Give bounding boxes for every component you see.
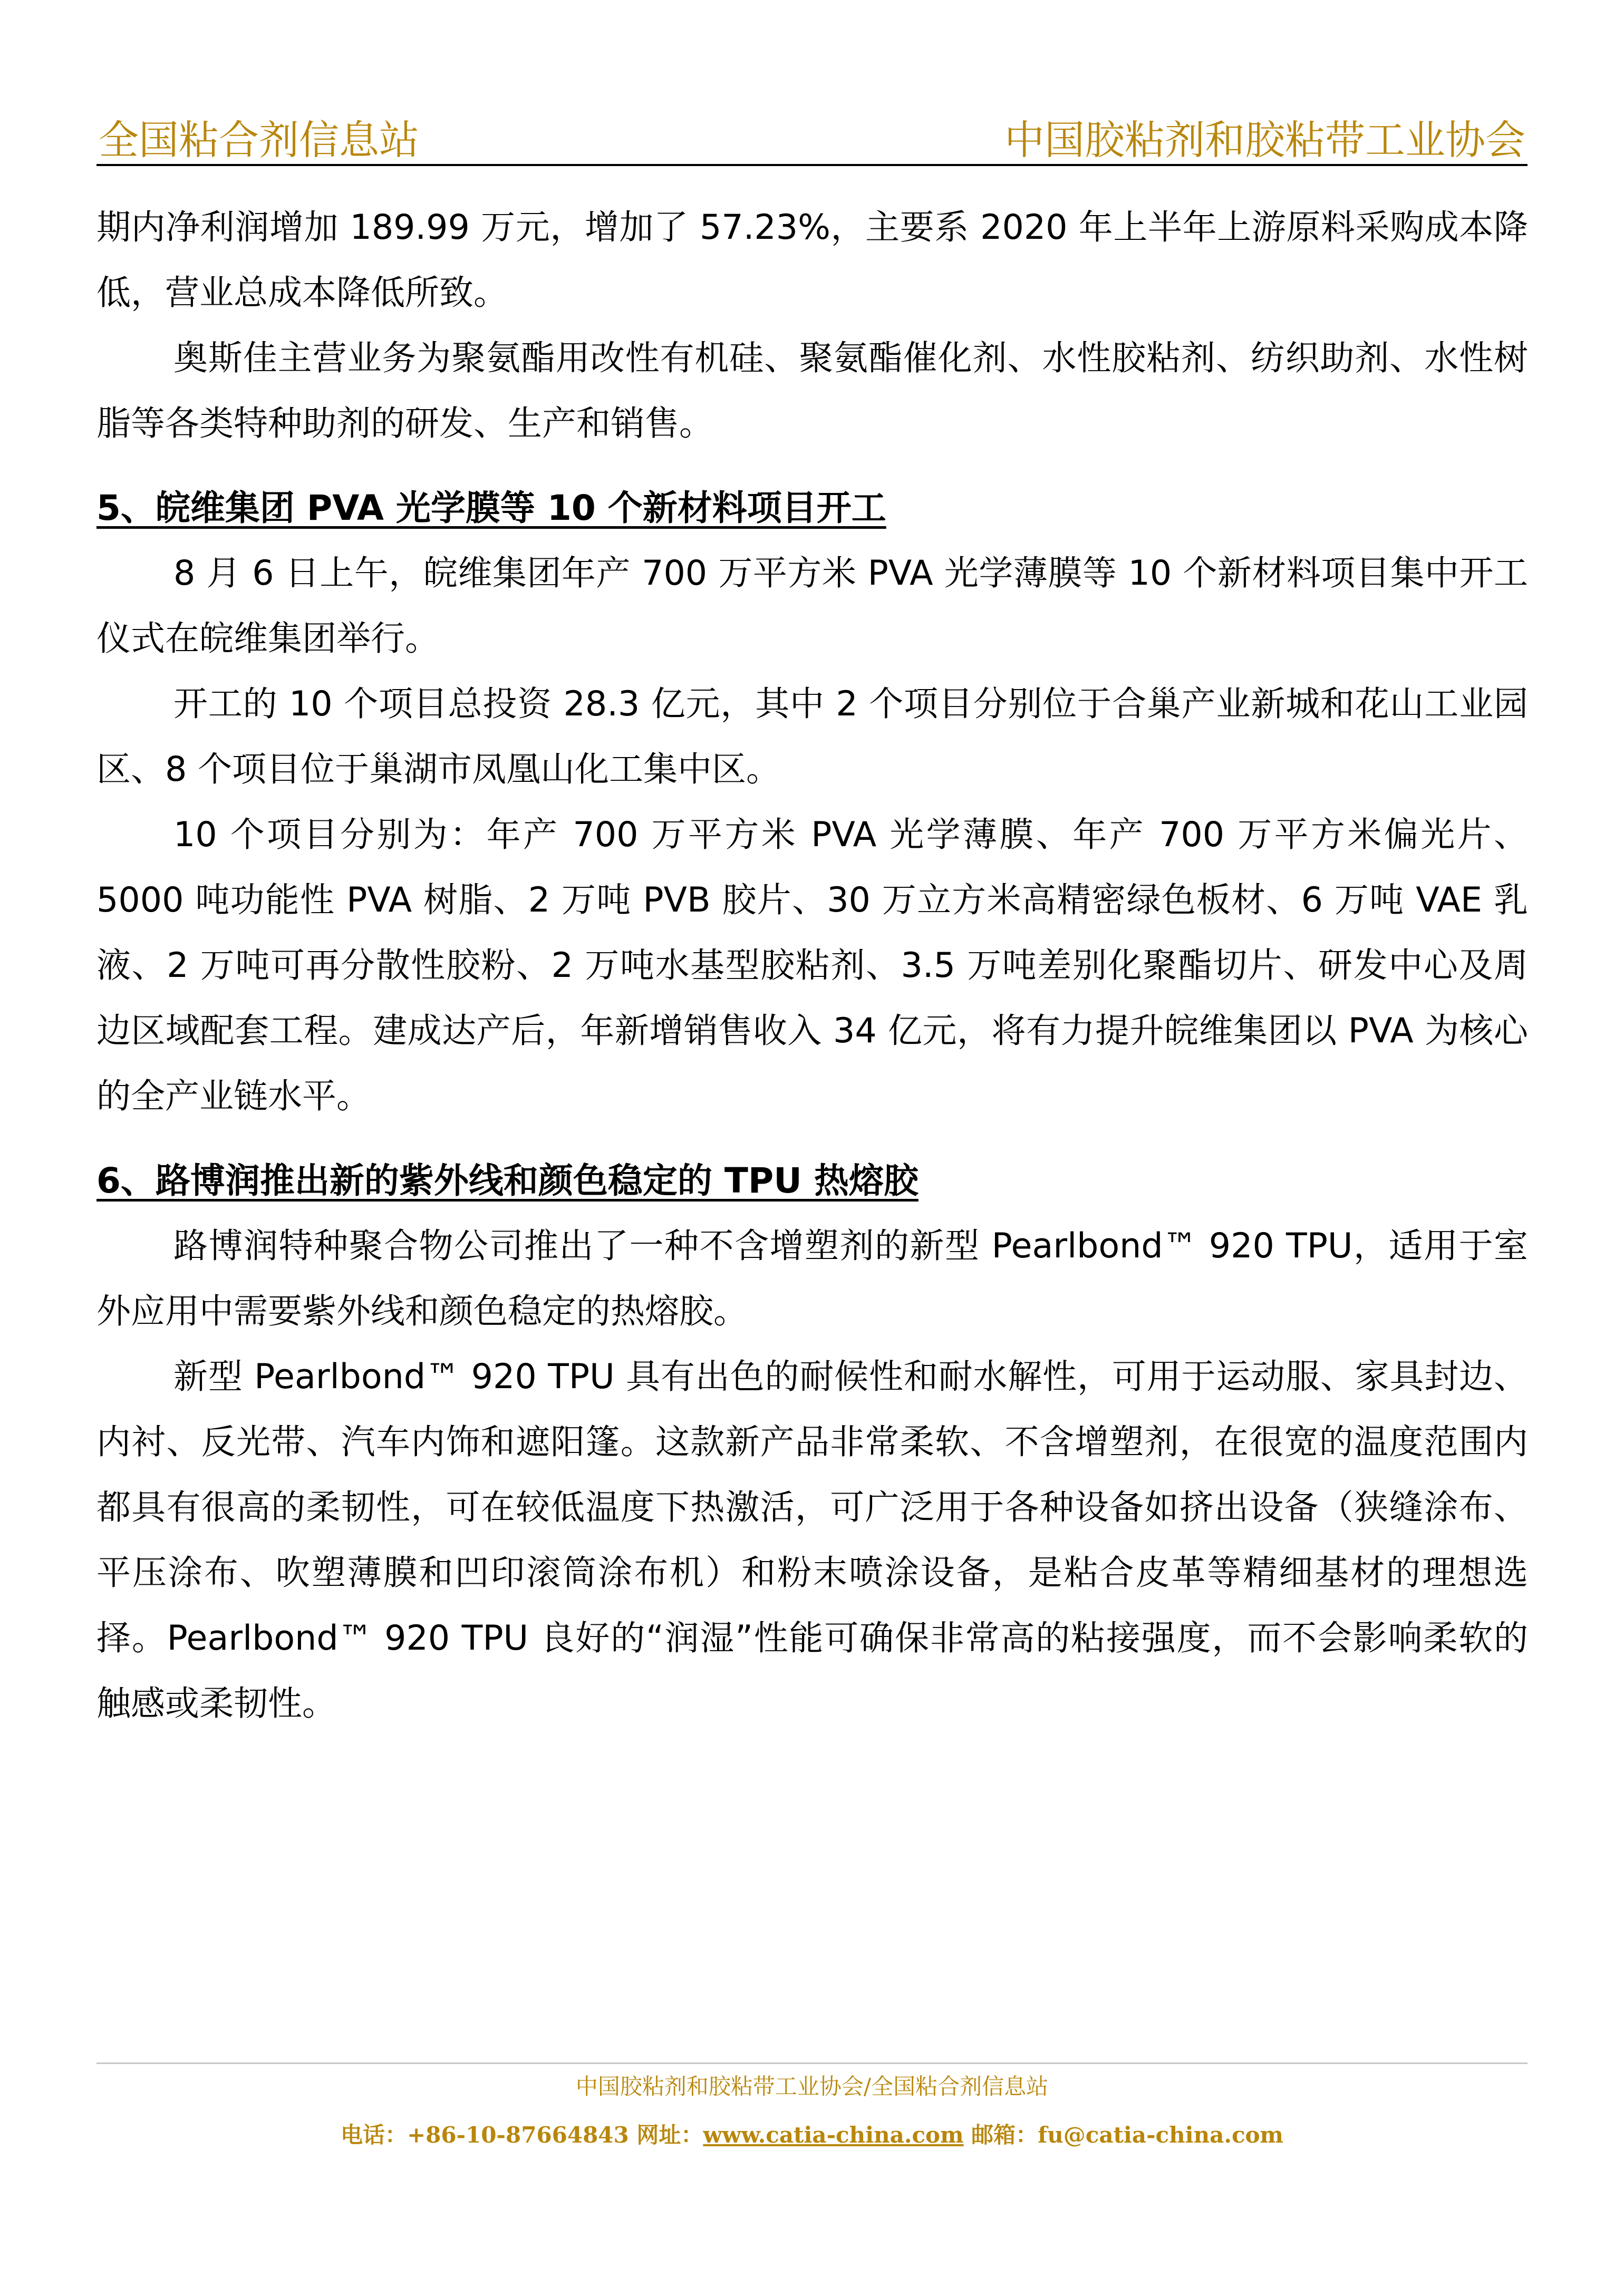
header-site-name: 全国粘合剂信息站 [99, 117, 419, 163]
page-header [96, 114, 1528, 166]
section-5-heading: 5、皖维集团 PVA 光学膜等 10 个新材料项目开工 [96, 488, 886, 528]
footer-phone: +86-10-87664843 [407, 2122, 629, 2148]
paragraph-continued: 期内净利润增加 189.99 万元，增加了 57.23%，主要系 2020 年上半年上游原料采购成本降低，营业总成本降低所致。 [96, 208, 1528, 313]
footer-email-label: 邮箱： [963, 2122, 1038, 2148]
section-5-paragraph: 开工的 10 个项目总投资 28.3 亿元，其中 2 个项目分别位于合巢产业新城和花山工业园区、8 个项目位于巢湖市凤凰山化工集中区。 [96, 684, 1528, 789]
footer-web-label: 网址： [629, 2122, 703, 2148]
footer-contact [0, 2119, 1624, 2151]
section-6-paragraph: 路博润特种聚合物公司推出了一种不含增塑剂的新型 Pearlbond™ 920 TPU，适用于室外应用中需要紫外线和颜色稳定的热熔胶。 [96, 1226, 1528, 1331]
paragraph-aosijia: 奥斯佳主营业务为聚氨酯用改性有机硅、聚氨酯催化剂、水性胶粘剂、纺织助剂、水性树脂等各类特种助剂的研发、生产和销售。 [96, 338, 1528, 443]
section-6-heading: 6、路博润推出新的紫外线和颜色稳定的 TPU 热熔胶 [96, 1160, 919, 1201]
footer-phone-label: 电话： [341, 2122, 408, 2148]
footer-organization: 中国胶粘剂和胶粘带工业协会/全国粘合剂信息站 [575, 2074, 1049, 2099]
section-5-paragraph: 10 个项目分别为：年产 700 万平方米 PVA 光学薄膜、年产 700 万平方米偏光片、5000 吨功能性 PVA 树脂、2 万吨 PVB 胶片、30 万立方米高精密绿色板材、6 万吨 VAE 乳液、2 万吨可再分散性胶粉、2 万吨水基型胶粘剂、3.5 万吨差别化聚酯切片、研发中心及周边区域配套工程。建成达产后，年新增销售收入 34 亿元，将有力提升皖维集团以 PVA 为核心的全产业链水平。 [96, 815, 1528, 1116]
section-6-paragraph: 新型 Pearlbond™ 920 TPU 具有出色的耐候性和耐水解性，可用于运动服、家具封边、内衬、反光带、汽车内饰和遮阳篷。这款新产品非常柔软、不含增塑剂，在很宽的温度范围内都具有很高的柔韧性，可在较低温度下热激活，可广泛用于各种设备如挤出设备（狭缝涂布、平压涂布、吹塑薄膜和凹印滚筒涂布机）和粉末喷涂设备，是粘合皮革等精细基材的理想选择。Pearlbond™ 920 TPU 良好的“润湿”性能可确保非常高的粘接强度，而不会影响柔软的触感或柔韧性。 [96, 1357, 1528, 1723]
article-body [96, 195, 1528, 1737]
header-association-name: 中国胶粘剂和胶粘带工业协会 [1004, 117, 1525, 163]
section-5-paragraph: 8 月 6 日上午，皖维集团年产 700 万平方米 PVA 光学薄膜等 10 个新材料项目集中开工仪式在皖维集团举行。 [96, 554, 1528, 658]
footer-email: fu@catia-china.com [1038, 2122, 1283, 2148]
footer-divider [96, 2062, 1528, 2064]
footer-website-link[interactable]: www.catia-china.com [703, 2122, 964, 2148]
